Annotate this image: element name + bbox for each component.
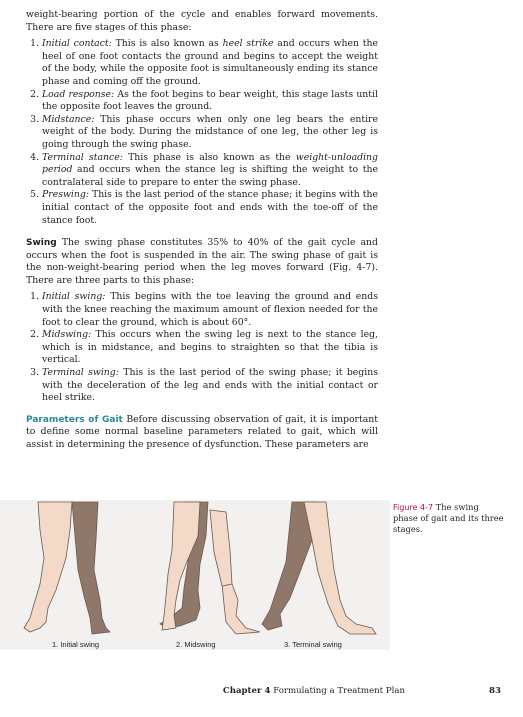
parameters-heading: Parameters of Gait <box>26 414 123 425</box>
figure-label-midswing: 2. Midswing <box>176 640 216 649</box>
swing-paragraph: Swing The swing phase constitutes 35% to 40% of the gait cycle and occurs when the foot is suspended in the air. The swing phase of gait is the non-weight-bearing period when the leg moves forward (Fig. 4-7). There are three parts to this phase: <box>26 237 378 286</box>
list-item: 4. Terminal stance: This phase is also known as the weight-unloading period and occurs when the stance leg is shifting the weight to the contralateral side to prepare to enter the swing phase. <box>42 152 378 190</box>
list-item: 3. Terminal swing: This is the last period of the swing phase; it begins with the deceleration of the leg and ends with the initial contact or heel strike. <box>42 367 378 405</box>
chapter-title: Formulating a Treatment Plan <box>270 686 406 696</box>
page-number: 83 <box>489 686 501 696</box>
stance-stage-list <box>26 38 378 227</box>
swing-heading: Swing <box>26 238 57 249</box>
gait-illustration <box>0 500 390 650</box>
page-footer <box>223 686 501 696</box>
figure-number: Figure 4-7 <box>393 503 434 512</box>
figure-label-terminal-swing: 3. Terminal swing <box>284 640 342 649</box>
gait-figure <box>0 500 390 650</box>
figure-label-initial-swing: 1. Initial swing <box>52 640 100 649</box>
swing-stage-list <box>26 291 378 404</box>
initial-swing-legs <box>24 502 110 634</box>
main-text-column <box>26 9 378 452</box>
midswing-legs <box>160 502 260 634</box>
list-item: 5. Preswing: This is the last period of the stance phase; it begins with the initial contact of the opposite foot and ends with the toe-off of the stance foot. <box>42 189 378 227</box>
parameters-paragraph: Parameters of Gait Before discussing observation of gait, it is important to define some normal baseline parameters related to gait, which will assist in determining the presence of dysfunction. These parameters are <box>26 413 379 450</box>
list-item: 1. Initial contact: This is also known as heel strike and occurs when the heel of one foot contacts the ground and begins to accept the weight of the body, while the opposite foot is simultaneously ending its stance phase and coming off the ground. <box>42 38 378 88</box>
intro-paragraph: weight-bearing portion of the cycle and enables forward movements. There are five stages of this phase: <box>26 9 378 33</box>
list-item: 2. Load response: As the foot begins to bear weight, this stage lasts until the opposite foot leaves the ground. <box>42 89 378 114</box>
terminal-swing-legs <box>262 502 376 634</box>
chapter-label: Chapter 4 <box>222 686 271 696</box>
list-item: 3. Midstance: This phase occurs when only one leg bears the entire weight of the body. During the midstance of one leg, the other leg is going through the swing phase. <box>42 114 378 152</box>
figure-caption: Figure 4-7 The swing phase of gait and its three stages. <box>393 502 504 534</box>
list-item: 2. Midswing: This occurs when the swing leg is next to the stance leg, which is in midstance, and begins to straighten so that the tibia is vertical. <box>42 329 378 367</box>
list-item: 1. Initial swing: This begins with the toe leaving the ground and ends with the knee reaching the maximum amount of flexion needed for the foot to clear the ground, which is about 60°. <box>42 291 378 329</box>
